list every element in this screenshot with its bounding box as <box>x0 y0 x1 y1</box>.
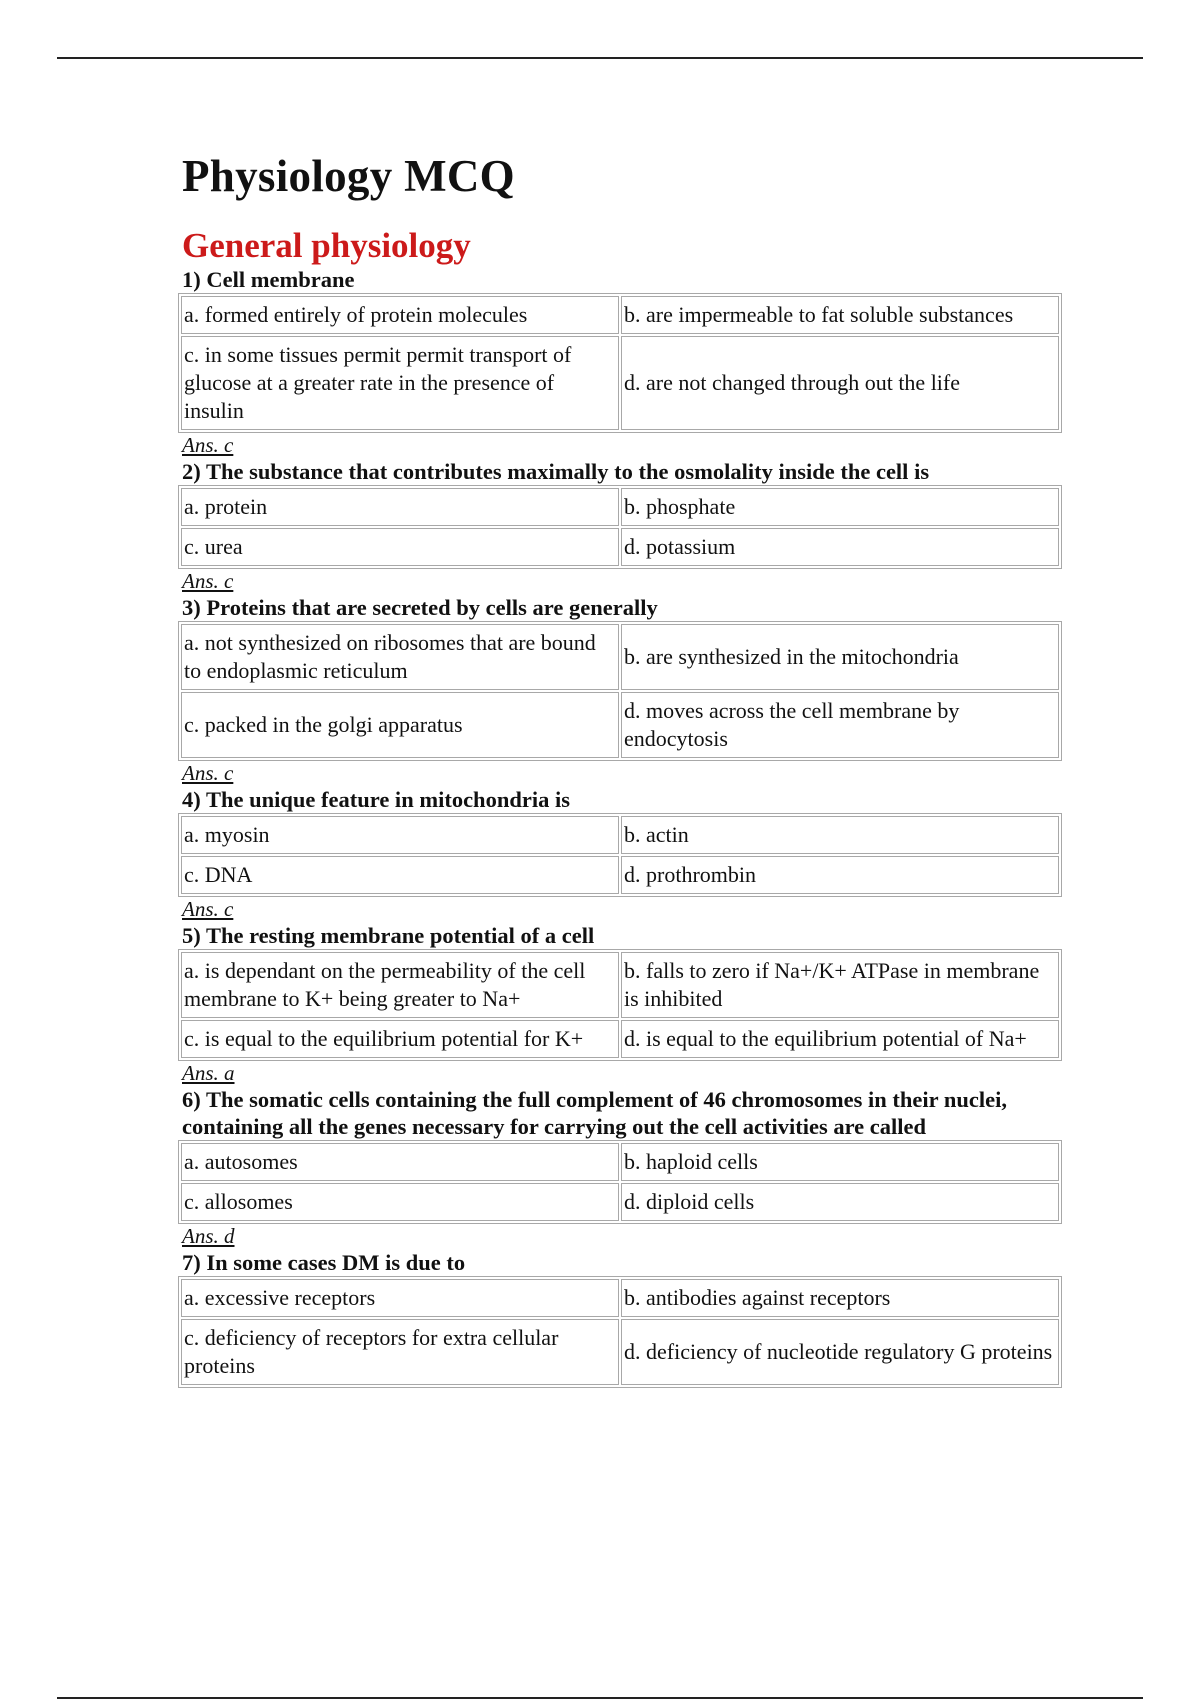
options-row <box>181 488 1059 526</box>
option-c: c. packed in the golgi apparatus <box>181 692 619 758</box>
option-a: a. autosomes <box>181 1143 619 1181</box>
question-block-6 <box>182 1086 1062 1249</box>
option-c: c. is equal to the equilibrium potential for K+ <box>181 1020 619 1058</box>
option-d: d. prothrombin <box>621 856 1059 894</box>
option-a: a. protein <box>181 488 619 526</box>
options-row <box>181 1143 1059 1181</box>
question-text: 4) The unique feature in mitochondria is <box>182 787 570 812</box>
answer-label: Ans. a <box>182 1061 235 1085</box>
option-d: d. moves across the cell membrane by endocytosis <box>621 692 1059 758</box>
option-d: d. diploid cells <box>621 1183 1059 1221</box>
answer-label: Ans. c <box>182 433 234 457</box>
question-text: 3) Proteins that are secreted by cells are generally <box>182 595 658 620</box>
option-a: a. is dependant on the permeability of the cell membrane to K+ being greater to Na+ <box>181 952 619 1018</box>
question-text: 6) The somatic cells containing the full complement of 46 chromosomes in their nuclei, containing all the genes necessary for carrying out the cell activities are called <box>182 1087 1007 1139</box>
question-block-7 <box>182 1249 1062 1388</box>
option-a: a. not synthesized on ribosomes that are bound to endoplasmic reticulum <box>181 624 619 690</box>
answer-label: Ans. c <box>182 897 234 921</box>
option-a: a. myosin <box>181 816 619 854</box>
answer-label: Ans. c <box>182 569 234 593</box>
option-d: d. is equal to the equilibrium potential of Na+ <box>621 1020 1059 1058</box>
option-c: c. in some tissues permit permit transport of glucose at a greater rate in the presence of insulin <box>181 336 619 430</box>
option-b: b. phosphate <box>621 488 1059 526</box>
answer-label: Ans. d <box>182 1224 235 1248</box>
options-row <box>181 528 1059 566</box>
option-b: b. antibodies against receptors <box>621 1279 1059 1317</box>
options-row <box>181 692 1059 758</box>
document-title: Physiology MCQ <box>182 151 515 201</box>
options-row <box>181 1183 1059 1221</box>
option-c: c. deficiency of receptors for extra cellular proteins <box>181 1319 619 1385</box>
option-d: d. are not changed through out the life <box>621 336 1059 430</box>
options-row <box>181 816 1059 854</box>
options-table <box>178 1140 1062 1224</box>
top-rule <box>57 57 1143 59</box>
document-body <box>182 150 1062 1388</box>
options-row <box>181 1279 1059 1317</box>
section-title: General physiology <box>182 226 471 265</box>
options-row <box>181 952 1059 1018</box>
options-row <box>181 1319 1059 1385</box>
options-row <box>181 624 1059 690</box>
option-b: b. actin <box>621 816 1059 854</box>
question-text: 1) Cell membrane <box>182 267 355 292</box>
option-a: a. formed entirely of protein molecules <box>181 296 619 334</box>
question-text: 7) In some cases DM is due to <box>182 1250 466 1275</box>
options-table <box>178 949 1062 1061</box>
question-block-4 <box>182 786 1062 922</box>
option-b: b. are impermeable to fat soluble substances <box>621 296 1059 334</box>
option-d: d. deficiency of nucleotide regulatory G proteins <box>621 1319 1059 1385</box>
option-a: a. excessive receptors <box>181 1279 619 1317</box>
options-table <box>178 813 1062 897</box>
options-table <box>178 621 1062 761</box>
option-b: b. haploid cells <box>621 1143 1059 1181</box>
answer-label: Ans. c <box>182 761 234 785</box>
bottom-rule <box>57 1697 1143 1699</box>
question-block-1 <box>182 266 1062 458</box>
question-block-2 <box>182 458 1062 594</box>
options-table <box>178 293 1062 433</box>
options-table <box>178 485 1062 569</box>
option-c: c. allosomes <box>181 1183 619 1221</box>
option-d: d. potassium <box>621 528 1059 566</box>
question-block-5 <box>182 922 1062 1086</box>
options-row <box>181 296 1059 334</box>
option-b: b. are synthesized in the mitochondria <box>621 624 1059 690</box>
option-c: c. DNA <box>181 856 619 894</box>
options-table <box>178 1276 1062 1388</box>
options-row <box>181 856 1059 894</box>
question-block-3 <box>182 594 1062 786</box>
question-text: 2) The substance that contributes maximally to the osmolality inside the cell is <box>182 459 930 484</box>
question-text: 5) The resting membrane potential of a cell <box>182 923 595 948</box>
option-b: b. falls to zero if Na+/K+ ATPase in membrane is inhibited <box>621 952 1059 1018</box>
options-row <box>181 336 1059 430</box>
options-row <box>181 1020 1059 1058</box>
option-c: c. urea <box>181 528 619 566</box>
